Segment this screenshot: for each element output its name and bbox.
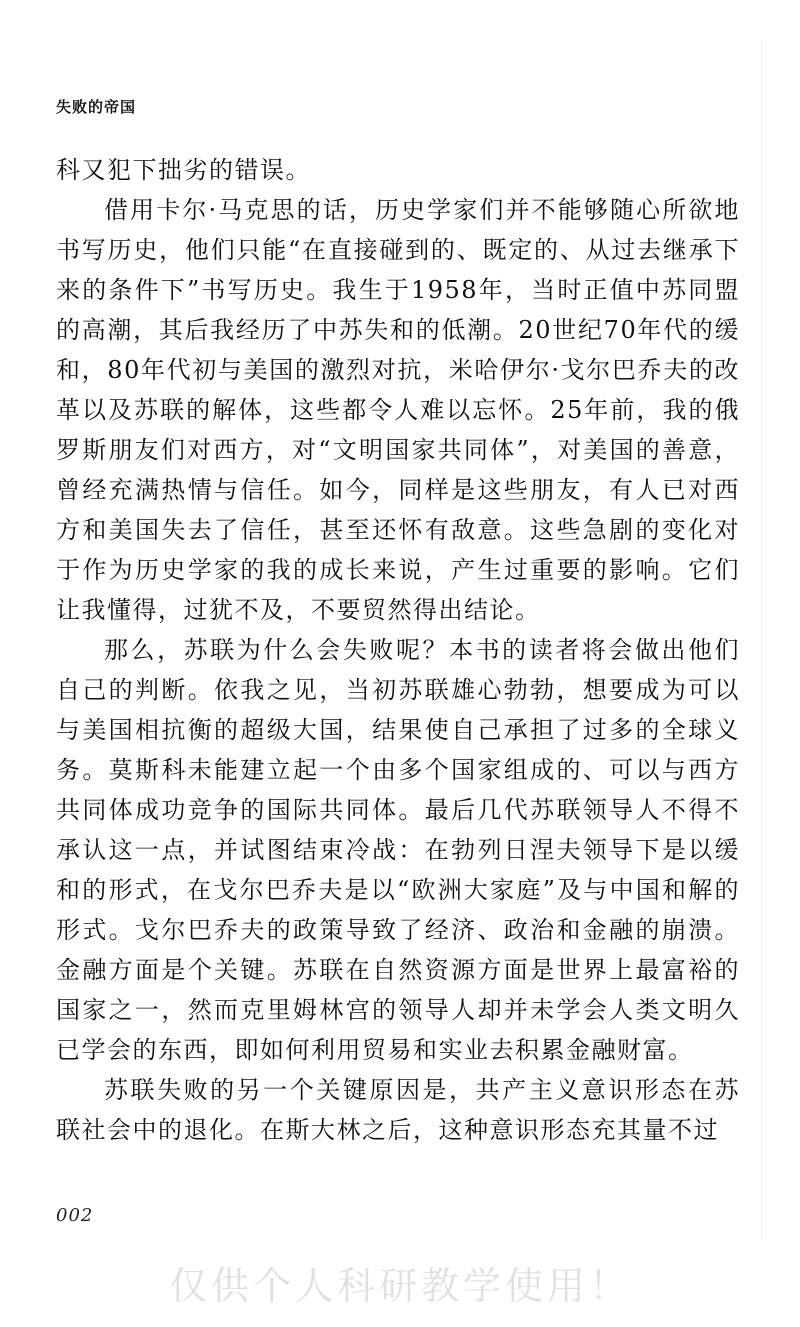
body-text <box>56 150 740 1150</box>
page-number: 002 <box>56 1205 94 1226</box>
paragraph: 苏联失败的另一个关键原因是，共产主义意识形态在苏联社会中的退化。在斯大林之后，这种意识形态充其量不过 <box>56 1076 740 1144</box>
paragraph: 借用卡尔·马克思的话，历史学家们并不能够随心所欲地书写历史，他们只能“在直接碰到的、既定的、从过去继承下来的条件下”书写历史。我生于1958年，当时正值中苏同盟的高潮，其后我经历了中苏失和的低潮。20世纪70年代的缓和，80年代初与美国的激烈对抗，米哈伊尔·戈尔巴乔夫的改革以及苏联的解体，这些都令人难以忘怀。25年前，我的俄罗斯朋友们对西方，对“文明国家共同体”，对美国的善意，曾经充满热情与信任。如今，同样是这些朋友，有人已对西方和美国失去了信任，甚至还怀有敌意。这些急剧的变化对于作为历史学家的我的成长来说，产生过重要的影响。它们让我懂得，过犹不及，不要贸然得出结论。 <box>56 196 740 624</box>
running-head: 失败的帝国 <box>56 98 137 116</box>
paragraph-continued: 科又犯下拙劣的错误。 <box>56 156 311 184</box>
paragraph: 那么，苏联为什么会失败呢？本书的读者将会做出他们自己的判断。依我之见，当初苏联雄心勃勃，想要成为可以与美国相抗衡的超级大国，结果使自己承担了过多的全球义务。莫斯科未能建立起一个由多个国家组成的、可以与西方共同体成功竞争的国际共同体。最后几代苏联领导人不得不承认这一点，并试图结束冷战：在勃列日涅夫领导下是以缓和的形式，在戈尔巴乔夫是以“欧洲大家庭”及与中国和解的形式。戈尔巴乔夫的政策导致了经济、政治和金融的崩溃。金融方面是个关键。苏联在自然资源方面是世界上最富裕的国家之一，然而克里姆林宫的领导人却并未学会人类文明久已学会的东西，即如何利用贸易和实业去积累金融财富。 <box>56 636 740 1064</box>
watermark: 仅供个人科研教学使用！ <box>168 1264 631 1308</box>
page-edge-shadow <box>761 40 762 1240</box>
